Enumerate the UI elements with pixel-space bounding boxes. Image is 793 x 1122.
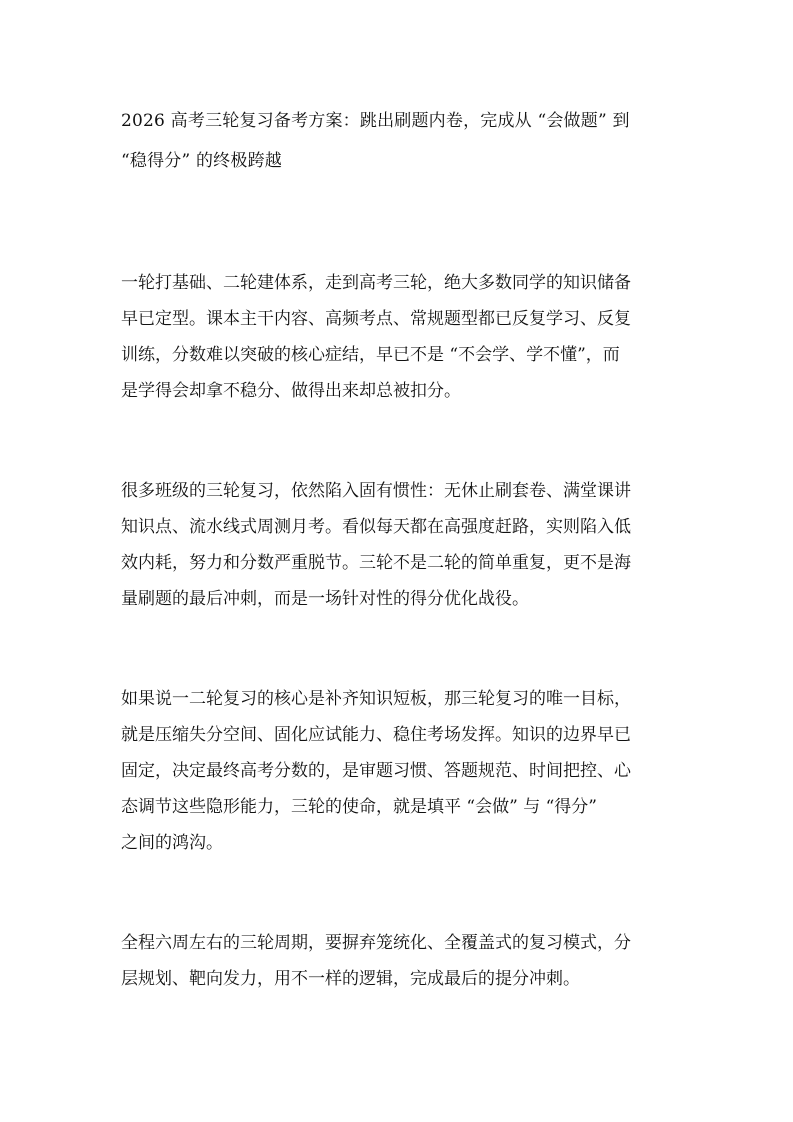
title-line: “稳得分” 的终极跨越 bbox=[121, 151, 282, 171]
paragraph-line: 是学得会却拿不稳分、做得出来却总被扣分。 bbox=[121, 381, 461, 401]
paragraph-line: 层规划、靶向发力，用不一样的逻辑，完成最后的提分冲刺。 bbox=[121, 969, 580, 989]
paragraph-line: 之间的鸿沟。 bbox=[121, 833, 223, 853]
paragraph-line: 效内耗，努力和分数严重脱节。三轮不是二轮的简单重复，更不是海 bbox=[121, 553, 631, 573]
paragraph-3 bbox=[121, 681, 681, 861]
document-title bbox=[121, 101, 681, 181]
paragraph-line: 早已定型。课本主干内容、高频考点、常规题型都已反复学习、反复 bbox=[121, 309, 631, 329]
paragraph-2 bbox=[121, 473, 681, 617]
paragraph-line: 一轮打基础、二轮建体系，走到高考三轮，绝大多数同学的知识储备 bbox=[121, 273, 631, 293]
paragraph-line: 就是压缩失分空间、固化应试能力、稳住考场发挥。知识的边界早已 bbox=[121, 725, 631, 745]
paragraph-line: 固定，决定最终高考分数的，是审题习惯、答题规范、时间把控、心 bbox=[121, 761, 631, 781]
paragraph-4 bbox=[121, 925, 681, 997]
paragraph-line: 全程六周左右的三轮周期，要摒弃笼统化、全覆盖式的复习模式，分 bbox=[121, 933, 631, 953]
paragraph-line: 态调节这些隐形能力，三轮的使命，就是填平 “会做” 与 “得分” bbox=[121, 797, 597, 817]
title-line: 2026 高考三轮复习备考方案：跳出刷题内卷，完成从 “会做题” 到 bbox=[121, 111, 630, 131]
paragraph-line: 训练，分数难以突破的核心症结，早已不是 “不会学、学不懂”，而 bbox=[121, 345, 620, 365]
paragraph-line: 量刷题的最后冲刺，而是一场针对性的得分优化战役。 bbox=[121, 589, 529, 609]
paragraph-1 bbox=[121, 265, 681, 409]
paragraph-line: 如果说一二轮复习的核心是补齐知识短板，那三轮复习的唯一目标， bbox=[121, 689, 631, 709]
paragraph-line: 知识点、流水线式周测月考。看似每天都在高强度赶路，实则陷入低 bbox=[121, 517, 631, 537]
paragraph-line: 很多班级的三轮复习，依然陷入固有惯性：无休止刷套卷、满堂课讲 bbox=[121, 481, 631, 501]
